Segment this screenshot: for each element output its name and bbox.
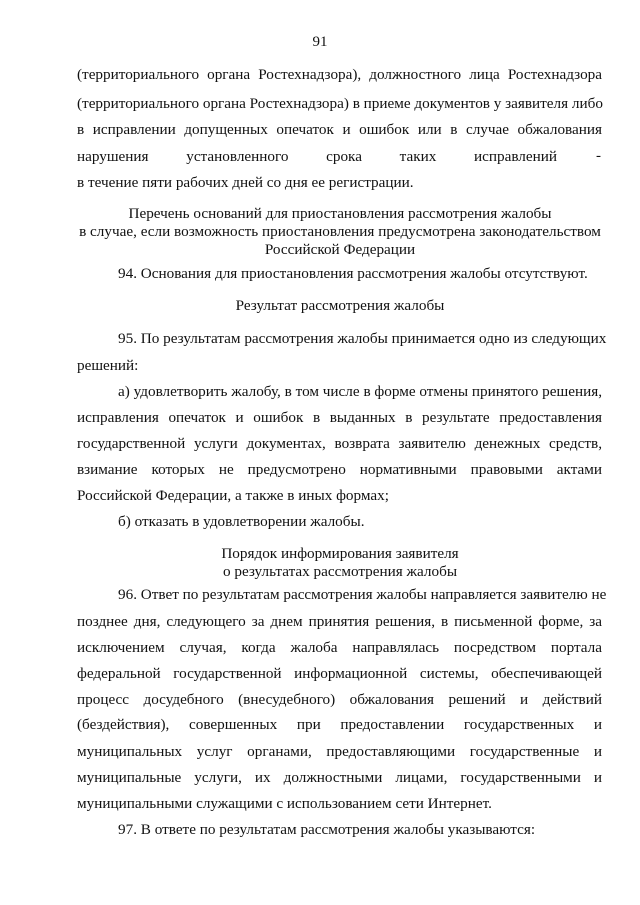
- paragraph-line: 96. Ответ по результатам рассмотрения жалобы направляется заявителю не: [118, 586, 607, 603]
- paragraph-line: исправления опечаток и ошибок в выданных в результате предоставления: [77, 409, 602, 426]
- paragraph-line: (территориального органа Ростехнадзора), должностного лица Ростехнадзора: [77, 66, 602, 83]
- paragraph-line: государственной услуги документах, возврата заявителю денежных средств,: [77, 435, 602, 452]
- paragraph-line: федеральной государственной информационной системы, обеспечивающей: [77, 665, 602, 682]
- paragraph-line: муниципальных услуг органами, предоставляющими государственные и: [77, 743, 602, 760]
- dash-mark: -: [596, 148, 601, 164]
- section-heading-line: Российской Федерации: [264, 241, 416, 258]
- paragraph-line: в течение пяти рабочих дней со дня ее регистрации.: [77, 174, 414, 191]
- paragraph-line: муниципальные услуги, их должностными лицами, государственными и: [77, 769, 602, 786]
- paragraph-line: б) отказать в удовлетворении жалобы.: [118, 513, 365, 530]
- paragraph-line: (территориального органа Ростехнадзора) в приеме документов у заявителя либо: [77, 95, 603, 112]
- section-heading-line: в случае, если возможность приостановления предусмотрена законодательством: [79, 223, 601, 240]
- section-heading-line: о результатах рассмотрения жалобы: [222, 563, 458, 580]
- paragraph-line: а) удовлетворить жалобу, в том числе в форме отмены принятого решения,: [118, 383, 602, 400]
- paragraph-line: 97. В ответе по результатам рассмотрения жалобы указываются:: [118, 821, 536, 838]
- paragraph-line: 94. Основания для приостановления рассмотрения жалобы отсутствуют.: [118, 265, 588, 282]
- paragraph-line: позднее дня, следующего за днем принятия решения, в письменной форме, за: [77, 613, 602, 630]
- paragraph-line: в исправлении допущенных опечаток и ошибок или в случае обжалования: [77, 121, 602, 138]
- section-heading-line: Перечень оснований для приостановления рассмотрения жалобы: [128, 205, 552, 222]
- page-number: 91: [312, 34, 328, 50]
- section-heading-line: Порядок информирования заявителя: [221, 545, 459, 562]
- paragraph-line: (бездействия), совершенных при предоставлении государственных и: [77, 716, 602, 733]
- paragraph-line: процесс досудебного (внесудебного) обжалования решений и действий: [77, 691, 602, 708]
- paragraph-line: нарушения установленного срока таких исправлений: [77, 148, 557, 165]
- paragraph-line: муниципальными служащими с использованием сети Интернет.: [77, 795, 492, 812]
- paragraph-line: 95. По результатам рассмотрения жалобы принимается одно из следующих: [118, 330, 607, 347]
- section-heading-line: Результат рассмотрения жалобы: [235, 297, 445, 314]
- paragraph-line: взимание которых не предусмотрено нормативными правовыми актами: [77, 461, 602, 478]
- paragraph-line: Российской Федерации, а также в иных формах;: [77, 487, 389, 504]
- paragraph-line: решений:: [77, 357, 139, 374]
- paragraph-line: исключением случая, когда жалоба направлялась посредством портала: [77, 639, 602, 656]
